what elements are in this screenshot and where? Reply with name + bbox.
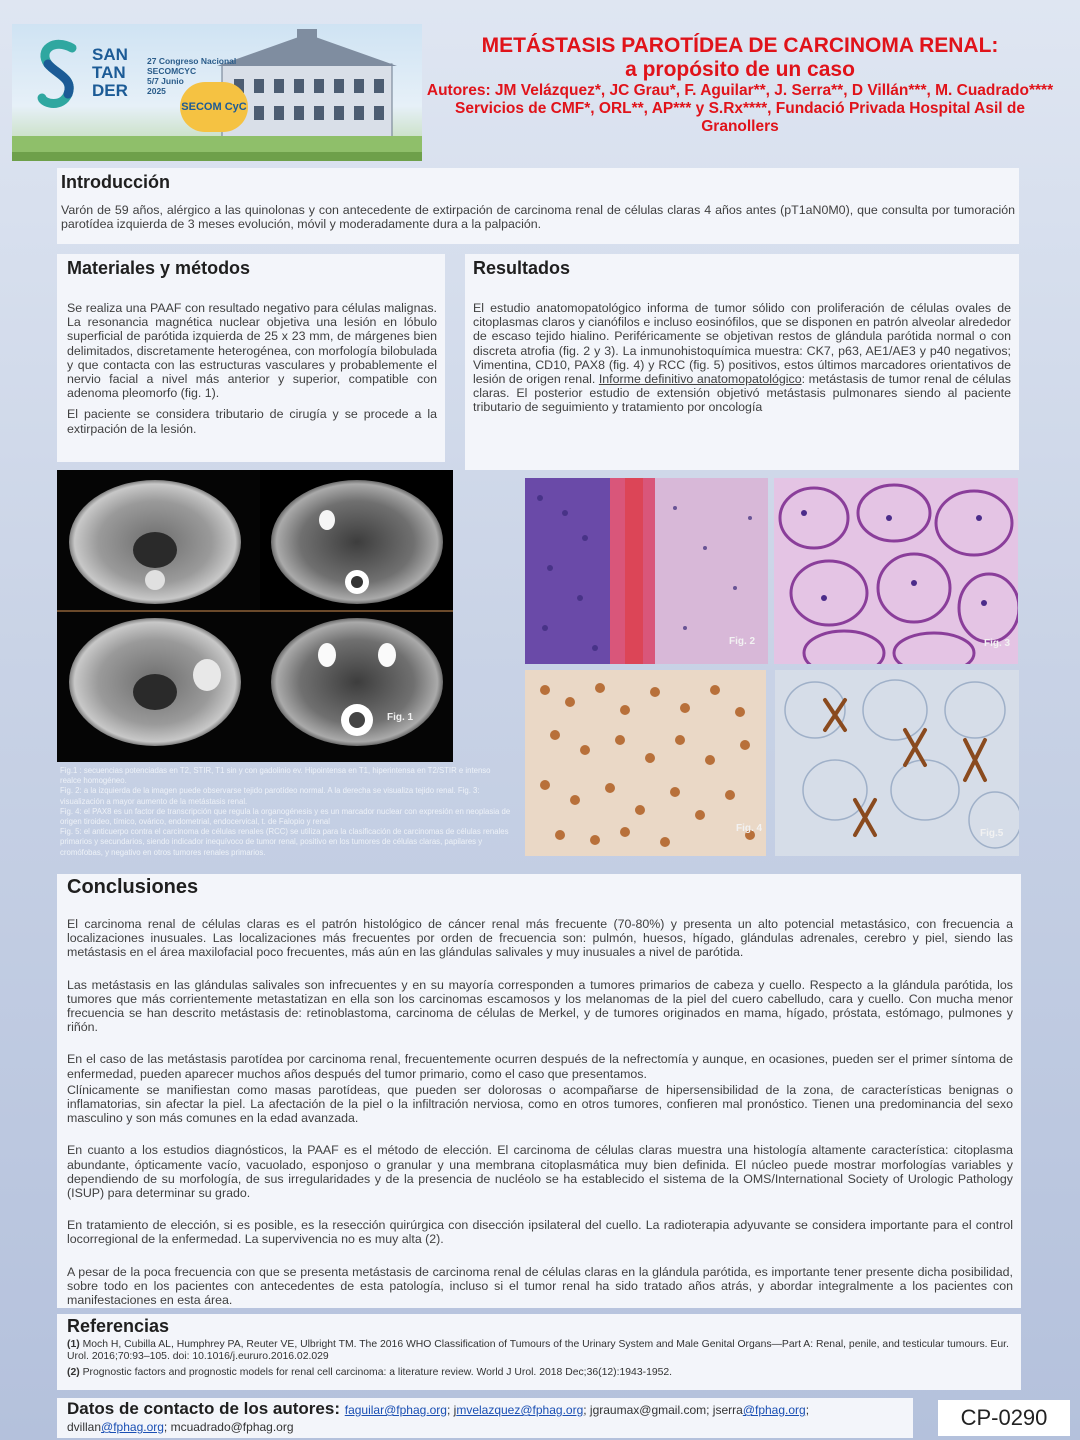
- caption-fig2-3: Fig. 2: a la izquierda de la imagen puede observarse tejido parotídeo normal. A la derecha se visualiza tejido renal. Fig. 3: visualización a mayor aumento de la metástasis renal.: [60, 786, 480, 806]
- results-panel: [465, 254, 1019, 470]
- contact-mcuadrado: ; mcuadrado@fphag.org: [163, 1420, 294, 1434]
- fig2-label: Fig. 2: [729, 636, 756, 647]
- poster-title: METÁSTASIS PAROTÍDEA DE CARCINOMA RENAL:: [481, 34, 999, 57]
- poster-header: [420, 34, 1060, 136]
- reference-text: Prognostic factors and prognostic models for renal cell carcinoma: a literature review. World J Urol. 2018 Dec;36(12):1943-1952.: [82, 1367, 673, 1379]
- fig4-histology: [525, 670, 766, 856]
- reference-item: [67, 1339, 1013, 1363]
- intro-panel: [57, 168, 1019, 244]
- references-heading: Referencias: [67, 1316, 170, 1336]
- email-link-jserra[interactable]: @fphag.org: [742, 1403, 806, 1417]
- conclusions-panel: [57, 874, 1021, 1308]
- fig3-histology: [774, 478, 1018, 664]
- conclusions-paragraph-6: En tratamiento de elección, si es posible, es la resección quirúrgica con disección ipsilateral del cuello. La radioterapia adyuvante se considera importante para el control locorregional de la enfermedad. La supervivencia no es muy alta (2).: [67, 1218, 1013, 1247]
- secom-badge-logo: SECOM CyC: [180, 82, 248, 132]
- contact-separator: ; j: [446, 1403, 457, 1417]
- email-link-faguilar[interactable]: faguilar@fphag.org: [344, 1403, 447, 1417]
- methods-panel: [57, 254, 445, 462]
- fig5-label: Fig.5: [980, 828, 1004, 839]
- contact-dvillan: dvillan: [67, 1420, 102, 1434]
- santander-logo-text: SAN TAN DER: [92, 45, 128, 100]
- poster-code: CP-0290: [960, 1405, 1048, 1430]
- results-heading: Resultados: [473, 258, 571, 278]
- authors-line: Autores: JM Velázquez*, JC Grau*, F. Aguilar**, J. Serra**, D Villán***, M. Cuadrado****: [426, 82, 1054, 99]
- fig1-mri-panel: [57, 470, 453, 762]
- conclusions-paragraph-3: En el caso de las metástasis parotídea por carcinoma renal, frecuentemente ocurren después de la nefrectomía y aunque, en ocasiones, pueden ser el primer síntoma de enfermedad, pueden aparecer muchos años después del tumor primario, como el caso que presentamos.: [67, 1052, 1013, 1081]
- contact-panel: [57, 1398, 913, 1438]
- fig2-histology: [525, 478, 768, 664]
- conclusions-paragraph-7: A pesar de la poca frecuencia con que se presenta metástasis de carcinoma renal de células claras en la glándula parótida, es importante tener presente dicha posibilidad, sobre todo en los pacientes con antecedentes de esta patología, incluso si el tumor renal ha sido tratado años atrás, y abordar integralmente a los pacientes con manifestaciones en esta área.: [67, 1264, 1013, 1308]
- poster-code-box: [938, 1400, 1070, 1436]
- methods-paragraph-2: El paciente se considera tributario de cirugía y se procede a la extirpación de la lesión.: [67, 407, 437, 436]
- fig3-label: Fig. 3: [984, 638, 1011, 649]
- methods-heading: Materiales y métodos: [67, 258, 251, 278]
- contact-heading: Datos de contacto de los autores: [67, 1399, 335, 1418]
- contact-separator: ; jgraumax@gmail.com; jserra: [583, 1403, 743, 1417]
- reference-number: (1): [67, 1339, 80, 1350]
- contact-colon: :: [334, 1399, 345, 1418]
- contact-separator: ;: [805, 1403, 810, 1417]
- report-underline-text: Informe definitivo anatomopatológico: [598, 372, 802, 387]
- methods-paragraph-1: Se realiza una PAAF con resultado negativo para células malignas. La resonancia magnética nuclear objetiva una lesión en lóbulo superficial de parótida izquierda de 25 x 23 mm, de márgenes bien delimitados, discretamente heterogénea, con morfología bilobulada y que contacta con las estructuras vasculares y probablemente el nervio facial a nivel más anterior y superior, compatible con adenoma pleomorfo (fig. 1).: [67, 301, 437, 401]
- conclusions-heading: Conclusiones: [67, 876, 199, 898]
- congress-info: 27 Congreso Nacional SECOMCYC 5/7 Junio 2025: [147, 56, 237, 96]
- intro-heading: Introducción: [61, 172, 170, 192]
- results-text-part-1: El estudio anatomopatológico informa de tumor sólido con proliferación de células ovales de citoplasmas claros y cianófilos e incluso eosinófilos, que se disponen en patrón alveolar alrededor de escaso tejido hialino. Periféricamente se objetivan restos de glándula parótida normal o con discreta atrofia (fig. 2 y 3). La inmunohistoquímica muestra: CK7, p63, AE1/AE3 y p40 negativos; Vimentina, CD10, PAX8 (fig. 4) y RCC (fig. 5) positivos, estos últimos marcadores orientativos de lesión de origen renal.: [473, 301, 1011, 387]
- figure-captions: [60, 766, 512, 858]
- poster-subtitle: a propósito de un caso: [625, 58, 855, 81]
- reference-number: (2): [67, 1367, 80, 1379]
- results-text-part-2: : metástasis de tumor renal de células claras. El posterior estudio de extensión objetivó metástasis pulmonares siendo al paciente tributario de seguimiento y tratamiento por oncología: [473, 372, 1011, 415]
- email-link-jmvelazquez[interactable]: mvelazquez@fphag.org: [456, 1403, 584, 1417]
- santander-logo-icon: [34, 38, 84, 118]
- fig4-pax8-stain-image: [525, 670, 766, 856]
- intro-text: Varón de 59 años, alérgico a las quinolonas y con antecedente de extirpación de carcinoma renal de células claras 4 años antes (pT1aN0M0), que consulta por tumoración parotídea izquierda de 3 meses evolución, móvil y moderadamente dura a la palpación.: [61, 203, 1015, 232]
- email-link-dvillan[interactable]: @fphag.org: [101, 1420, 164, 1434]
- fig4-label: Fig. 4: [736, 823, 763, 834]
- conclusions-paragraph-4: Clínicamente se manifiestan como masas parotídeas, que pueden ser dolorosas o acompañarse de hipersensibilidad de la zona, de características benignas o inflamatorias, sin afectar la piel. La afectación de la piel o la infiltración nerviosa, como en otros tumores, confieren mal pronóstico. Tienen una predominancia del sexo masculino y son más comunes en la edad avanzada.: [67, 1082, 1013, 1126]
- services-line: Servicios de CMF*, ORL**, AP*** y S.Rx****, Fundació Privada Hospital Asil de Granollers: [455, 100, 1025, 135]
- results-text: [473, 301, 1011, 415]
- conclusions-paragraph-1: El carcinoma renal de células claras es el patrón histológico de cáncer renal más frecuente (70-80%) y presenta un alto potencial metastásico, con frecuencia a localizaciones inusuales. Las localizaciones más frecuentes por orden de frecuencia son: pulmón, huesos, hígado, glándulas adrenales, cerebro y piel, siendo las metástasis en el área maxilofacial poco frecuentes, más aún en las glándulas salivales y muy inusuales a nivel de parótida.: [67, 917, 1013, 960]
- fig1-label: Fig. 1: [387, 712, 414, 723]
- conclusions-paragraph-2: Las metástasis en las glándulas salivales son infrecuentes y en su mayoría corresponden a tumores primarios de cabeza y cuello. Respecto a la glándula parótida, los tumores que más corrientemente metastatizan en ella son los carcinomas escamosos y los melanomas de la piel del cuero cabelludo, cara y cuello. Con mucha menor frecuencia se han descrito metástasis de: retinoblastoma, carcinoma de células de Merkel, y de tumores originados en mama, hígado, próstata, estómago, pulmones y riñón.: [67, 977, 1013, 1035]
- reference-item: [67, 1367, 1013, 1379]
- reference-text: Moch H, Cubilla AL, Humphrey PA, Reuter VE, Ulbright TM. The 2016 WHO Classification of Tumours of the Urinary System and Male Genital Organs—Part A: Renal, penile, and testicular tumours. Eur. Urol. 2016;70:93–105. doi: 10.1016/j.eururo.2016.02.029: [67, 1339, 1009, 1363]
- references-panel: [57, 1314, 1021, 1390]
- caption-fig5: Fig. 5: el anticuerpo contra el carcinoma de células renales (RCC) se utiliza para la clasificación de carcinomas de células renales primarios y secundarios, siendo indicador inequívoco de tumor renal, positivo en los tumores de células claras, papilares y cromófobas, y negativo en otros tumores renales primarios.: [60, 827, 509, 857]
- conclusions-paragraph-5: En cuanto a los estudios diagnósticos, la PAAF es el método de elección. El carcinoma de células claras muestra una histología altamente característica: citoplasma abundante, ópticamente vacío, vacuolado, esponjoso o granular y una membrana citoplasmática muy bien definida. El núcleo puede mostrar morfologías variables y dependiendo de su morfología, de sus irregularidades y de la presencia de nucléolo se ha establecido el sistema de la OMS/International Society of Urologic Pathology (ISUP) para determinar su grado.: [67, 1143, 1013, 1201]
- fig3-he-stain-image: [774, 478, 1018, 664]
- caption-fig4: Fig. 4: el PAX8 es un factor de transcripción que regula la organogénesis y es un marcador nuclear con expresión en neoplasia de origen tiroideo, tímico, ovárico, endometrial, endocervical, t. de Falopio y renal: [60, 806, 511, 827]
- congress-banner: [12, 24, 422, 161]
- caption-fig1: Fig.1 : secuencias potenciadas en T2, STIR, T1 sin y con gadolinio ev. Hipointensa en T1, hiperintensa en T2/STIR e intenso realce homogéneo.: [60, 766, 491, 786]
- fig5-histology: [775, 670, 1019, 856]
